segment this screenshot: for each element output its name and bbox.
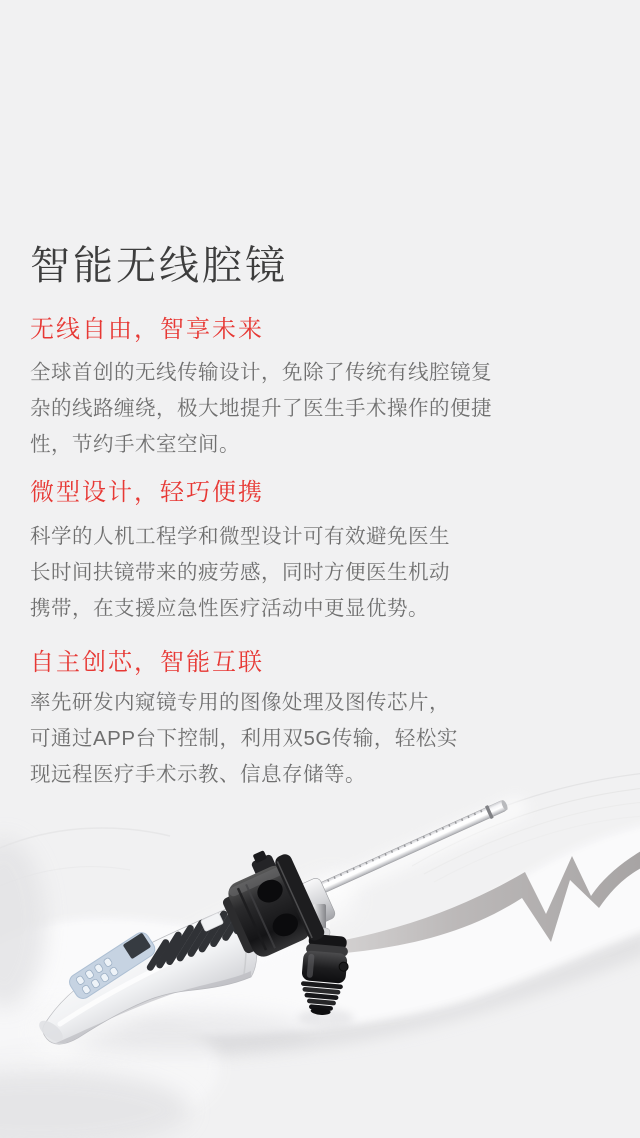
product-hero [0, 738, 640, 1138]
wireless-endoscope-product-photo [0, 738, 640, 1138]
section-heading-chip: 自主创芯，智能互联 [30, 649, 264, 676]
section-body-wireless [30, 355, 492, 463]
body-line: 率先研发内窥镜专用的图像处理及图传芯片， [30, 691, 450, 714]
body-line: 全球首创的无线传输设计，免除了传统有线腔镜复 [30, 361, 492, 384]
body-line: 性，节约手术室空间。 [30, 433, 240, 456]
body-line: 携带，在支援应急性医疗活动中更显优势。 [30, 597, 429, 620]
body-line: 科学的人机工程学和微型设计可有效避免医生 [30, 525, 450, 548]
section-heading-compact: 微型设计，轻巧便携 [30, 479, 264, 506]
section-heading-wireless: 无线自由，智享未来 [30, 316, 264, 343]
page-title: 智能无线腔镜 [30, 244, 288, 288]
body-line: 杂的线路缠绕，极大地提升了医生手术操作的便捷 [30, 397, 492, 420]
body-line: 长时间扶镜带来的疲劳感，同时方便医生机动 [30, 561, 450, 584]
body-line: 现远程医疗手术示教、信息存储等。 [30, 763, 366, 786]
section-body-compact [30, 519, 450, 627]
body-line: 可通过APP台下控制，利用双5G传输，轻松实 [30, 727, 458, 750]
